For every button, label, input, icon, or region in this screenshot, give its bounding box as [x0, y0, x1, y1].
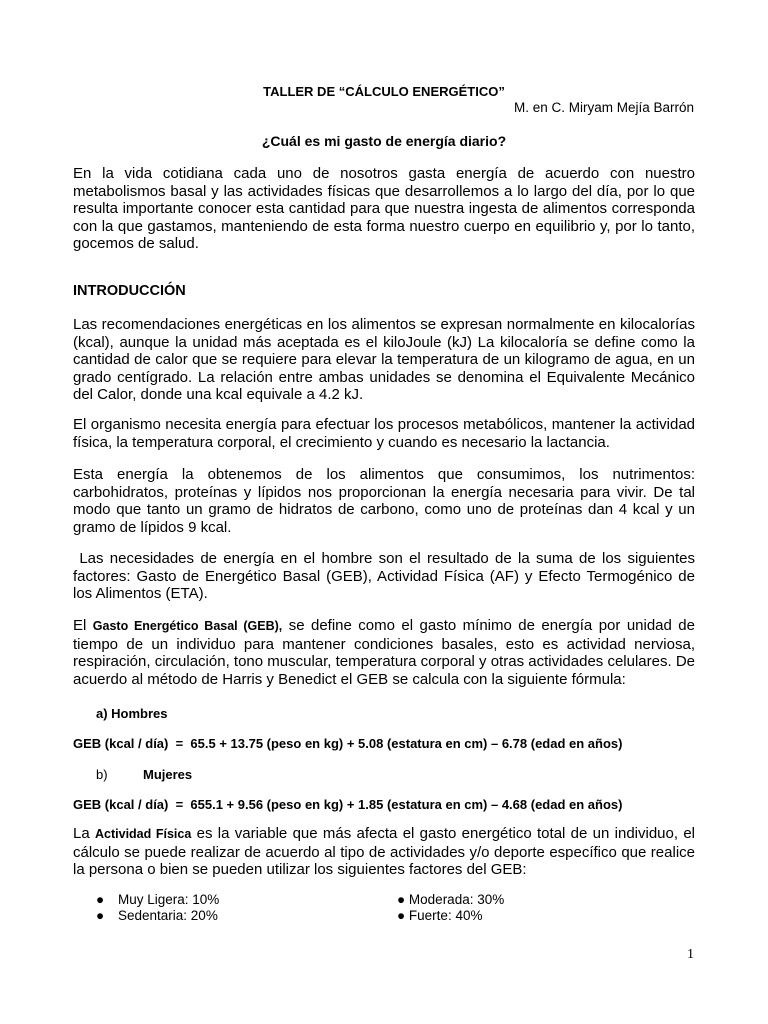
geb-term: Gasto Energético Basal (GEB),	[92, 619, 283, 633]
factor-label: Moderada: 30%	[408, 892, 505, 907]
af-rest: es la variable que más afecta el gasto energético total de un individuo, el cálculo se puede realizar de acuerdo al tipo de actividades y/o deporte específico que realice la persona o bien se pueden utilizar los siguientes factores del GEB:	[73, 825, 695, 879]
document-title: TALLER DE “CÁLCULO ENERGÉTICO”	[263, 84, 505, 99]
list-item	[397, 892, 504, 907]
section-heading: INTRODUCCIÓN	[73, 283, 186, 299]
paragraph-needs: Las necesidades de energía en el hombre son el resultado de la suma de los siguientes factores: Gasto de Energético Basal (GEB), Actividad Física (AF) y Efecto Termogénico de los Alimentos (ETA).	[73, 550, 700, 603]
bullet-icon: ●	[96, 892, 105, 907]
women-label: Mujeres	[143, 767, 193, 782]
women-formula: GEB (kcal / día) = 655.1 + 9.56 (peso en kg) + 1.85 (estatura en cm) – 4.68 (edad en años)	[73, 797, 623, 812]
paragraph-nutrients: Esta energía la obtenemos de los alimentos que consumimos, los nutrimentos: carbohidratos, proteínas y lípidos nos proporcionan la energía necesaria para vivir. De tal modo que tanto un gramo de hidratos de carbono, como uno de proteínas dan 4 kcal y un gramo de lípidos 9 kcal.	[73, 466, 695, 536]
factor-label: Muy Ligera: 10%	[118, 892, 220, 907]
page-number: 1	[687, 947, 694, 962]
paragraph-kcal: Las recomendaciones energéticas en los alimentos se expresan normalmente en kilocalorías (kcal), aunque la unidad más aceptada es el kiloJoule (kJ) La kilocaloría se define como la cantidad de calor que se requiere para elevar la temperatura de un kilogramo de agua, en un grado centígrado. La relación entre ambas unidades se denomina el Equivalente Mecánico del Calor, donde una kcal equivale a 4.2 kJ.	[73, 316, 695, 404]
af-prefix: La	[73, 825, 95, 842]
list-item	[96, 892, 219, 907]
bullet-icon: ●	[96, 908, 105, 923]
factor-label: Fuerte: 40%	[408, 908, 483, 923]
geb-rest: se define como el gasto mínimo de energía por unidad de tiempo de un individuo para mantener condiciones basales, esto es actividad nerviosa, respiración, circulación, tono muscular, temperatura corporal y otras actividades celulares. De acuerdo al método de Harris y Benedict el GEB se calcula con la siguiente fórmula:	[73, 617, 695, 688]
bullet-icon: ●	[397, 892, 406, 907]
intro-paragraph: En la vida cotidiana cada uno de nosotros gasta energía de acuerdo con nuestro metabolismos basal y las actividades físicas que desarrollemos a lo largo del día, por lo que resulta importante conocer esta cantidad para que nuestra ingesta de alimentos corresponda con la que gastamos, manteniendo de esta forma nuestro cuerpo en equilibrio y, por lo tanto, gocemos de salud.	[73, 165, 695, 253]
factor-label: Sedentaria: 20%	[118, 908, 218, 923]
men-formula: GEB (kcal / día) = 65.5 + 13.75 (peso en kg) + 5.08 (estatura en cm) – 6.78 (edad en años)	[73, 736, 623, 751]
af-term: Actividad Física	[95, 827, 192, 841]
author-line: M. en C. Miryam Mejía Barrón	[513, 100, 694, 115]
paragraph-organism: El organismo necesita energía para efectuar los procesos metabólicos, mantener la actividad física, la temperatura corporal, el crecimiento y cuando es necesario la lactancia.	[73, 416, 695, 451]
list-item	[397, 908, 482, 923]
women-letter: b)	[96, 767, 108, 782]
list-item	[96, 908, 218, 923]
men-label: a) Hombres	[96, 706, 168, 721]
bullet-icon: ●	[397, 908, 406, 923]
paragraph-geb	[73, 617, 695, 688]
paragraph-activity	[73, 825, 695, 879]
subtitle-question: ¿Cuál es mi gasto de energía diario?	[261, 133, 507, 149]
geb-prefix: El	[73, 617, 93, 634]
